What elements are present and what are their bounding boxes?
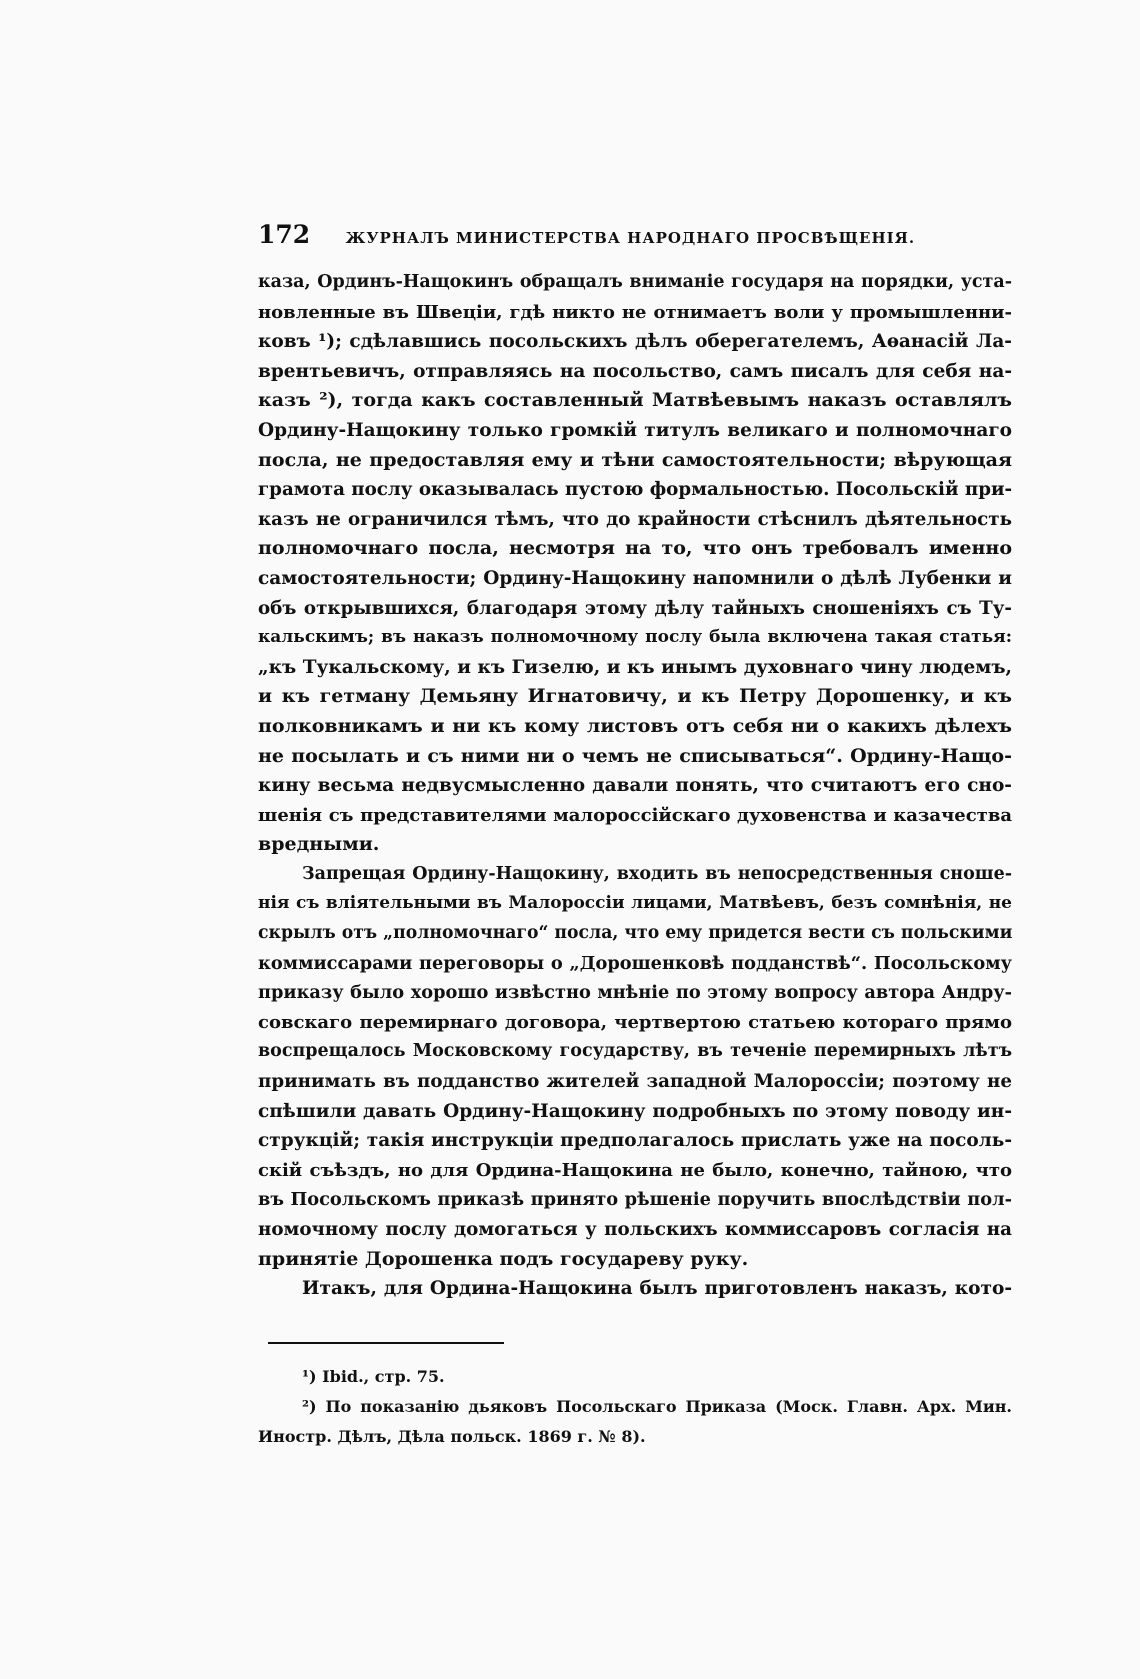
text-line: объ открывшихся, благодаря этому дѣлу тайныхъ сношеніяхъ съ Ту- <box>258 597 1012 619</box>
text-line: принятіе Дорошенка подъ государеву руку. <box>258 1247 749 1270</box>
text-line: Ордину-Нащокину только громкій титулъ великаго и полномочнаго <box>258 419 1012 441</box>
text-line: самостоятельности; Ордину-Нащокину напомнили о дѣлѣ Лубенки и <box>258 567 1012 589</box>
text-line: ковъ ¹); сдѣлавшись посольскихъ дѣлъ оберегателемъ, Аѳанасій Ла- <box>258 331 1012 353</box>
footnote-2: ²) По показанію дьяковъ Посольскаго Приказа (Моск. Главн. Арх. Мин. <box>302 1397 1012 1416</box>
text-line: нія съ вліятельными въ Малороссіи лицами, Матвѣевъ, безъ сомнѣнія, не <box>258 893 1012 914</box>
text-line: коммиссарами переговоры о „Дорошенковѣ подданствѣ“. Посольскому <box>258 952 1012 974</box>
text-line: вредными. <box>258 833 380 856</box>
text-line: Итакъ, для Ордина-Нащокина былъ приготовленъ наказъ, кото- <box>302 1278 1012 1300</box>
footnote-1: ¹) Ibid., стр. 75. <box>302 1367 445 1386</box>
footnote-2-continued: Иностр. Дѣлъ, Дѣла польск. 1869 г. № 8). <box>258 1427 646 1446</box>
footnotes <box>258 1362 1012 1452</box>
text-line: скій съѣздъ, но для Ордина-Нащокина не было, конечно, тайною, что <box>258 1159 1012 1181</box>
text-line: приказу было хорошо извѣстно мнѣніе по этому вопросу автора Андру- <box>258 982 1012 1004</box>
body-text <box>258 268 1012 1304</box>
footnote-divider <box>268 1342 504 1344</box>
text-line: и къ гетману Демьяну Игнатовичу, и къ Петру Дорошенку, и къ <box>258 685 1012 708</box>
page-number: 172 <box>258 220 311 249</box>
text-line: совскаго перемирнаго договора, чертвертою статьею котораго прямо <box>258 1011 1012 1033</box>
text-line: Запрещая Ордину-Нащокину, входить въ непосредственныя сноше- <box>302 863 1012 884</box>
text-line: грамота послу оказывалась пустою формальностью. Посольскій при- <box>258 479 1013 501</box>
text-line: не посылать и съ ними ни о чемъ не списываться“. Ордину-Нащо- <box>258 744 1012 767</box>
journal-title: ЖУРНАЛЪ МИНИСТЕРСТВА НАРОДНАГО ПРОСВѢЩЕНІЯ. <box>345 229 916 247</box>
text-line: полномочнаго посла, несмотря на то, что онъ требовалъ именно <box>258 537 1012 560</box>
text-line: шенія съ представителями малороссійскаго духовенства и казачества <box>258 804 1012 826</box>
text-line: казъ не ограничился тѣмъ, что до крайности стѣснилъ дѣятельность <box>258 508 1012 530</box>
text-line: врентьевичъ, отправляясь на посольство, самъ писалъ для себя на- <box>258 360 1012 382</box>
text-line: номочному послу домогаться у польскихъ коммиссаровъ согласія на <box>258 1219 1012 1240</box>
text-line: полковникамъ и ни къ кому листовъ отъ себя ни о какихъ дѣлехъ <box>258 714 1012 737</box>
text-line: струкцій; такія инструкціи предполагалось прислать уже на посоль- <box>258 1130 1012 1152</box>
text-line: каза, Ординъ-Нащокинъ обращалъ вниманіе государя на порядки, уста- <box>258 272 1012 292</box>
text-line: кину весьма недвусмысленно давали понять, что считаютъ его сно- <box>258 775 1012 797</box>
text-line: кальскимъ; въ наказъ полномочному послу была включена такая статья: <box>258 627 1012 648</box>
running-header <box>258 220 1018 249</box>
text-line: спѣшили давать Ордину-Нащокину подробныхъ по этому поводу ин- <box>258 1100 1012 1122</box>
text-line: принимать въ подданство жителей западной Малороссіи; поэтому не <box>258 1071 1012 1093</box>
text-line: казъ ²), тогда какъ составленный Матвѣевымъ наказъ оставлялъ <box>258 389 1012 412</box>
text-line: новленные въ Швеціи, гдѣ никто не отнимаетъ воли у промышленни- <box>258 301 1012 323</box>
text-line: „къ Тукальскому, и къ Гизелю, и къ инымъ духовнаго чину людемъ, <box>258 656 1012 678</box>
text-line: въ Посольскомъ приказѣ принято рѣшеніе поручить впослѣдствіи пол- <box>258 1189 1012 1211</box>
text-line: скрылъ отъ „полномочнаго“ посла, что ему придется вести съ польскими <box>258 923 1013 944</box>
text-line: воспрещалось Московскому государству, въ теченіе перемирныхъ лѣтъ <box>258 1041 1012 1062</box>
text-line: посла, не предоставляя ему и тѣни самостоятельности; вѣрующая <box>258 448 1012 471</box>
